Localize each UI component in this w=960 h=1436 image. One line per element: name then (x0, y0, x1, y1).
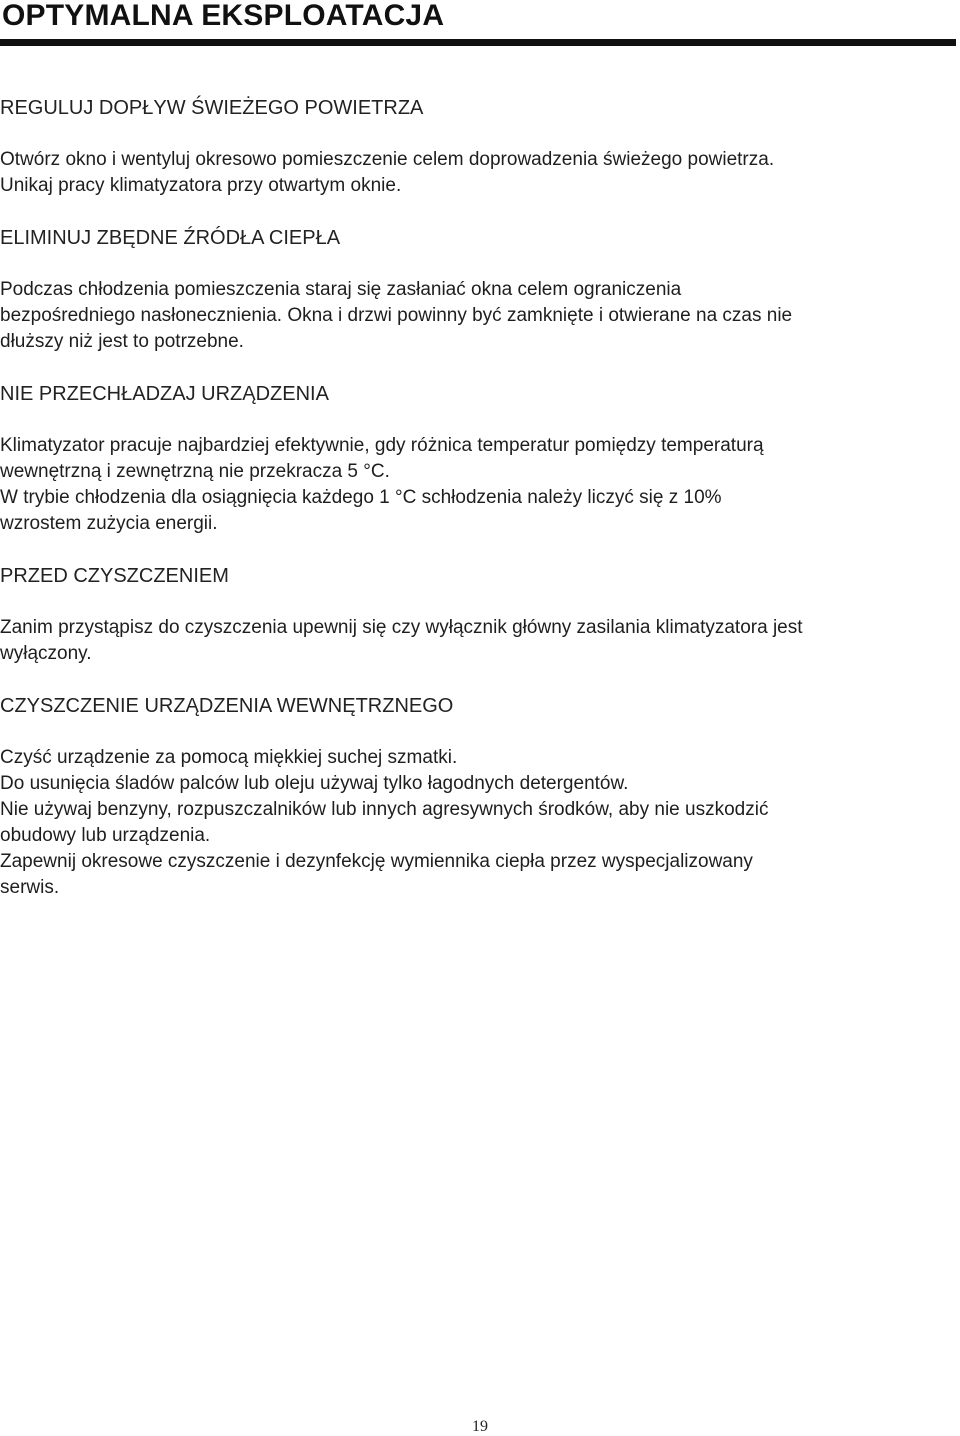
section-before-cleaning (0, 563, 958, 693)
page-title: OPTYMALNA EKSPLOATACJA (2, 0, 445, 32)
text-line: Podczas chłodzenia pomieszczenia staraj się zasłaniać okna celem ograniczenia (0, 279, 682, 300)
section-heading: NIE PRZECHŁADZAJ URZĄDZENIA (0, 383, 329, 405)
text-line: Czyść urządzenie za pomocą miękkiej suchej szmatki. (0, 747, 458, 768)
text-line: dłuższy niż jest to potrzebne. (0, 331, 244, 352)
section-heading: PRZED CZYSZCZENIEM (0, 565, 229, 587)
section-heading: ELIMINUJ ZBĘDNE ŹRÓDŁA CIEPŁA (0, 227, 341, 249)
text-line: Unikaj pracy klimatyzatora przy otwartym oknie. (0, 175, 402, 196)
text-line: obudowy lub urządzenia. (0, 825, 211, 846)
text-line: Otwórz okno i wentyluj okresowo pomieszczenie celem doprowadzenia świeżego powietrza. (0, 149, 775, 170)
document-body (0, 95, 958, 901)
page-number: 19 (472, 1418, 488, 1435)
text-line: serwis. (0, 877, 60, 898)
section-fresh-air (0, 95, 958, 225)
text-line: wyłączony. (0, 643, 92, 664)
section-heading: CZYSZCZENIE URZĄDZENIA WEWNĘTRZNEGO (0, 695, 454, 717)
section-overcooling (0, 381, 958, 563)
text-line: Zanim przystąpisz do czyszczenia upewnij się czy wyłącznik główny zasilania klimatyzatora jest (0, 617, 803, 638)
text-line: Nie używaj benzyny, rozpuszczalników lub innych agresywnych środków, aby nie uszkodzić (0, 799, 769, 820)
text-line: Klimatyzator pracuje najbardziej efektywnie, gdy różnica temperatur pomiędzy temperaturą (0, 435, 764, 456)
section-indoor-unit-cleaning (0, 693, 958, 901)
text-line: W trybie chłodzenia dla osiągnięcia każdego 1 °C schłodzenia należy liczyć się z 10% (0, 487, 722, 508)
text-line: wewnętrzną i zewnętrzną nie przekracza 5 °C. (0, 461, 390, 482)
text-line: wzrostem zużycia energii. (0, 513, 218, 534)
text-line: Do usunięcia śladów palców lub oleju używaj tylko łagodnych detergentów. (0, 773, 629, 794)
text-line: Zapewnij okresowe czyszczenie i dezynfekcję wymiennika ciepła przez wyspecjalizowany (0, 851, 753, 872)
text-line: bezpośredniego nasłonecznienia. Okna i drzwi powinny być zamknięte i otwierane na czas nie (0, 305, 793, 326)
section-heading: REGULUJ DOPŁYW ŚWIEŻEGO POWIETRZA (0, 97, 424, 119)
title-rule (0, 39, 956, 46)
section-heat-sources (0, 225, 958, 381)
